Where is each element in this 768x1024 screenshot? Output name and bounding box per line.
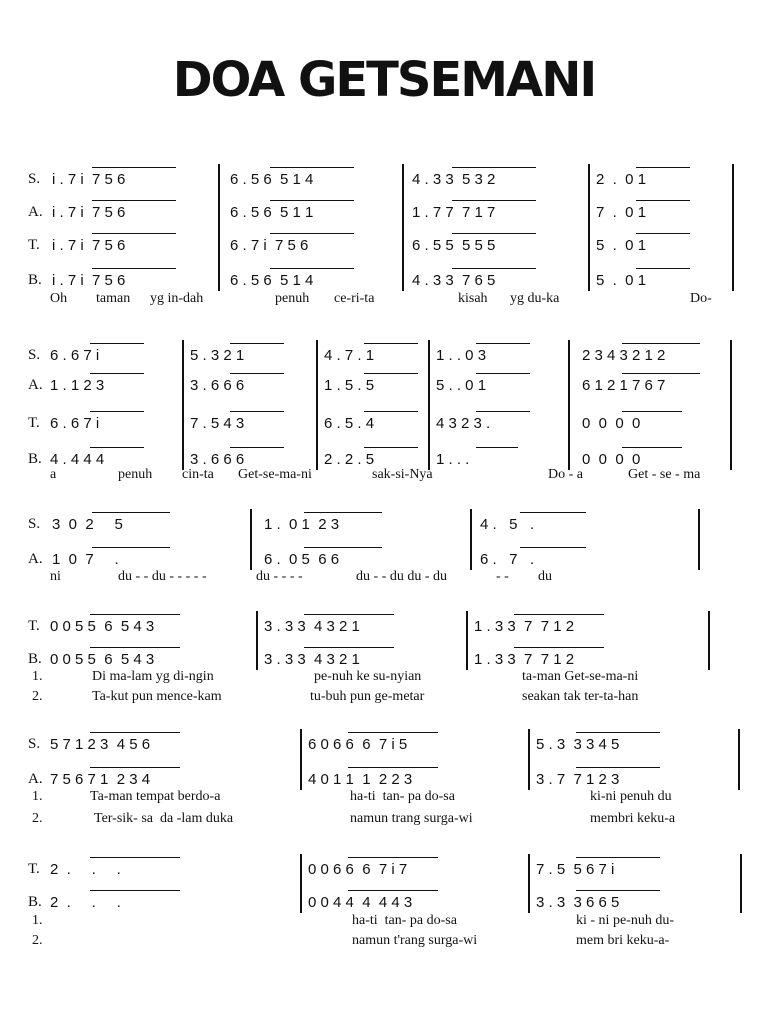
voice-label: A.	[28, 377, 43, 393]
lyric-syllable: Get - se - ma	[628, 467, 701, 482]
lyric-syllable: Do-	[690, 291, 712, 306]
barline	[218, 164, 220, 291]
beam	[622, 343, 700, 344]
beam	[476, 343, 530, 344]
beam	[348, 732, 438, 733]
beam	[452, 268, 536, 269]
note-group: 6 . 6 7 i	[50, 347, 100, 364]
lyric-syllable: du - - du - - - - -	[118, 569, 207, 584]
beam	[476, 373, 530, 374]
voice-label: A.	[28, 771, 43, 787]
note-group: 3 . 7 7 1 2 3	[536, 771, 620, 788]
beam	[514, 614, 604, 615]
note-group: 6 . 6 7 i	[50, 415, 100, 432]
beam	[270, 167, 354, 168]
voice-label: S.	[28, 736, 41, 752]
beam	[90, 890, 180, 891]
voice-label: B.	[28, 894, 42, 910]
lyric-syllable: membri keku-a	[590, 811, 676, 826]
barline	[470, 509, 472, 570]
lyric-syllable: yg in-dah	[150, 291, 204, 306]
beam	[230, 343, 284, 344]
note-group: 4 . 3 3 5 3 2	[412, 171, 496, 188]
voice-label: S.	[28, 516, 41, 532]
lyric-syllable: penuh	[118, 467, 153, 482]
note-group: 2 . 0 1	[596, 171, 647, 188]
lyric-syllable: Oh	[50, 291, 68, 306]
barline	[250, 509, 252, 570]
barline	[730, 340, 732, 470]
beam	[364, 373, 418, 374]
lyric-syllable: - -	[496, 569, 509, 584]
note-group: 4 . 5 .	[480, 516, 535, 533]
note-group: 3 . 3 3 4 3 2 1	[264, 618, 360, 635]
note-group: i . 7 i 7 5 6	[52, 272, 126, 289]
lyric-syllable: penuh	[275, 291, 310, 306]
barline	[300, 729, 302, 790]
barline	[528, 729, 530, 790]
barline	[528, 854, 530, 913]
lyric-syllable: Ter-sik- sa da -lam duka	[94, 811, 234, 826]
beam	[576, 767, 660, 768]
voice-label: B.	[28, 651, 42, 667]
barline	[428, 340, 430, 470]
note-group: 0 0 6 6 6 7 i 7	[308, 861, 408, 878]
beam	[92, 167, 176, 168]
note-group: 6 . 5 5 5 5 5	[412, 237, 496, 254]
lyric-syllable: Get-se-ma-ni	[238, 467, 312, 482]
lyric-syllable: du - - - -	[256, 569, 303, 584]
beam	[90, 447, 144, 448]
note-group: 0 0 5 5 6 5 4 3	[50, 618, 155, 635]
barline	[316, 340, 318, 470]
lyric-syllable: cin-ta	[182, 467, 214, 482]
note-group: 1 . 5 . 5	[324, 377, 375, 394]
note-group: i . 7 i 7 5 6	[52, 171, 126, 188]
beam	[304, 647, 394, 648]
barline	[588, 164, 590, 291]
voice-label: T.	[28, 861, 40, 877]
lyric-syllable: ki-ni penuh du	[590, 789, 672, 804]
note-group: 4 3 2 3 .	[436, 415, 491, 432]
barline	[740, 854, 742, 913]
note-group: 6 0 6 6 6 7 i 5	[308, 736, 408, 753]
lyric-syllable: seakan tak ter-ta-han	[522, 689, 639, 704]
beam	[92, 233, 176, 234]
note-group: 1 . 3 3 7 7 1 2	[474, 618, 575, 635]
note-group: 7 . 5 5 6 7 i	[536, 861, 615, 878]
note-group: 1 . . 0 3	[436, 347, 487, 364]
voice-label: S.	[28, 347, 41, 363]
beam	[90, 614, 180, 615]
beam	[364, 343, 418, 344]
barline	[466, 611, 468, 670]
note-group: 4 . 4 4 4	[50, 451, 105, 468]
beam	[636, 268, 690, 269]
beam	[92, 547, 170, 548]
voice-label: T.	[28, 618, 40, 634]
note-group: 1 0 7 .	[52, 551, 119, 568]
note-group: 0 0 0 0	[582, 451, 641, 468]
note-group: 5 . 0 1	[596, 237, 647, 254]
barline	[182, 340, 184, 470]
voice-label: B.	[28, 451, 42, 467]
barline	[708, 611, 710, 670]
note-group: 4 0 1 1 1 2 2 3	[308, 771, 413, 788]
lyric-syllable: yg du-ka	[510, 291, 560, 306]
voice-label: S.	[28, 171, 41, 187]
beam	[90, 767, 180, 768]
beam	[452, 167, 536, 168]
lyric-syllable: 2.	[32, 933, 43, 948]
note-group: 2 . . .	[50, 894, 121, 911]
barline	[568, 340, 570, 470]
note-group: 1 . 7 7 7 1 7	[412, 204, 496, 221]
lyric-syllable: ce-ri-ta	[334, 291, 375, 306]
lyric-syllable: ha-ti tan- pa do-sa	[350, 789, 455, 804]
beam	[364, 411, 418, 412]
beam	[230, 447, 284, 448]
lyric-syllable: tu-buh pun ge-metar	[310, 689, 425, 704]
lyric-syllable: namun t'rang surga-wi	[352, 933, 478, 948]
beam	[92, 512, 170, 513]
beam	[476, 411, 530, 412]
note-group: 2 . 2 . 5	[324, 451, 375, 468]
beam	[92, 200, 176, 201]
beam	[576, 857, 660, 858]
voice-label: A.	[28, 204, 43, 220]
note-group: 6 . 5 6 5 1 4	[230, 171, 314, 188]
beam	[622, 373, 700, 374]
voice-label: T.	[28, 415, 40, 431]
note-group: 3 . 6 6 6	[190, 377, 245, 394]
lyric-syllable: Di ma-lam yg di-ngin	[92, 669, 214, 684]
beam	[622, 447, 682, 448]
note-group: 7 . 0 1	[596, 204, 647, 221]
barline	[698, 509, 700, 570]
note-group: 1 . 3 3 7 7 1 2	[474, 651, 575, 668]
beam	[90, 647, 180, 648]
note-group: 6 1 2 1 7 6 7	[582, 377, 666, 394]
note-group: i . 7 i 7 5 6	[52, 237, 126, 254]
lyric-syllable: ha-ti tan- pa do-sa	[352, 913, 457, 928]
note-group: 3 . 6 6 6	[190, 451, 245, 468]
note-group: 0 0 5 5 6 5 4 3	[50, 651, 155, 668]
beam	[514, 647, 604, 648]
beam	[576, 732, 660, 733]
lyric-syllable: Ta-kut pun mence-kam	[92, 689, 222, 704]
song-title: DOA GETSEMANI	[172, 52, 596, 108]
lyric-syllable: ta-man Get-se-ma-ni	[522, 669, 639, 684]
lyric-syllable: 1.	[32, 913, 43, 928]
note-group: 0 0 0 0	[582, 415, 641, 432]
note-group: 6 . 5 6 5 1 1	[230, 204, 314, 221]
beam	[90, 411, 144, 412]
lyric-syllable: ki - ni pe-nuh du-	[576, 913, 674, 928]
beam	[304, 512, 382, 513]
beam	[90, 732, 180, 733]
voice-label: B.	[28, 272, 42, 288]
beam	[348, 890, 438, 891]
note-group: 6 . 7 i 7 5 6	[230, 237, 309, 254]
note-group: 7 5 6 7 1 2 3 4	[50, 771, 151, 788]
note-group: 5 . 3 2 1	[190, 347, 245, 364]
beam	[270, 200, 354, 201]
note-group: 7 . 5 4 3	[190, 415, 245, 432]
note-group: 1 . 0 1 2 3	[264, 516, 340, 533]
note-group: 5 . 0 1	[596, 272, 647, 289]
note-group: 3 0 2 5	[52, 516, 123, 533]
lyric-syllable: 1.	[32, 669, 43, 684]
note-group: 1 . 1 2 3	[50, 377, 105, 394]
barline	[732, 164, 734, 291]
lyric-syllable: Do - a	[548, 467, 583, 482]
lyric-syllable: Ta-man tempat berdo-a	[90, 789, 221, 804]
note-group: 3 . 3 3 6 6 5	[536, 894, 620, 911]
beam	[576, 890, 660, 891]
lyric-syllable: du	[538, 569, 552, 584]
beam	[636, 200, 690, 201]
barline	[738, 729, 740, 790]
lyric-syllable: mem bri keku-a-	[576, 933, 670, 948]
note-group: 5 . . 0 1	[436, 377, 487, 394]
lyric-syllable: pe-nuh ke su-nyian	[314, 669, 422, 684]
beam	[230, 373, 284, 374]
note-group: i . 7 i 7 5 6	[52, 204, 126, 221]
beam	[636, 233, 690, 234]
lyric-syllable: sak-si-Nya	[372, 467, 433, 482]
beam	[520, 512, 586, 513]
lyric-syllable: 2.	[32, 689, 43, 704]
note-group: 1 . . .	[436, 451, 470, 468]
beam	[476, 447, 518, 448]
lyric-syllable: 1.	[32, 789, 43, 804]
lyric-syllable: 2.	[32, 811, 43, 826]
beam	[452, 233, 536, 234]
beam	[230, 411, 284, 412]
note-group: 2 . . .	[50, 861, 121, 878]
beam	[90, 343, 144, 344]
note-group: 4 . 3 3 7 6 5	[412, 272, 496, 289]
note-group: 5 7 1 2 3 4 5 6	[50, 736, 151, 753]
voice-label: T.	[28, 237, 40, 253]
lyric-syllable: taman	[96, 291, 131, 306]
lyric-syllable: ni	[50, 569, 61, 584]
beam	[622, 411, 682, 412]
note-group: 6 . 0 5 6 6	[264, 551, 340, 568]
note-group: 6 . 5 6 5 1 4	[230, 272, 314, 289]
beam	[304, 614, 394, 615]
note-group: 6 . 7 .	[480, 551, 535, 568]
beam	[270, 268, 354, 269]
voice-label: A.	[28, 551, 43, 567]
note-group: 5 . 3 3 3 4 5	[536, 736, 620, 753]
barline	[300, 854, 302, 913]
note-group: 2 3 4 3 2 1 2	[582, 347, 666, 364]
lyric-syllable: a	[50, 467, 57, 482]
beam	[90, 373, 144, 374]
note-group: 6 . 5 . 4	[324, 415, 375, 432]
beam	[270, 233, 354, 234]
note-group: 0 0 4 4 4 4 4 3	[308, 894, 413, 911]
beam	[520, 547, 586, 548]
beam	[90, 857, 180, 858]
note-group: 3 . 3 3 4 3 2 1	[264, 651, 360, 668]
beam	[348, 767, 438, 768]
beam	[348, 857, 438, 858]
beam	[304, 547, 382, 548]
barline	[402, 164, 404, 291]
beam	[92, 268, 176, 269]
beam	[636, 167, 690, 168]
barline	[256, 611, 258, 670]
lyric-syllable: du - - du du - du	[356, 569, 447, 584]
note-group: 4 . 7 . 1	[324, 347, 375, 364]
lyric-syllable: namun trang surga-wi	[350, 811, 473, 826]
lyric-syllable: kisah	[458, 291, 488, 306]
beam	[452, 200, 536, 201]
beam	[364, 447, 418, 448]
